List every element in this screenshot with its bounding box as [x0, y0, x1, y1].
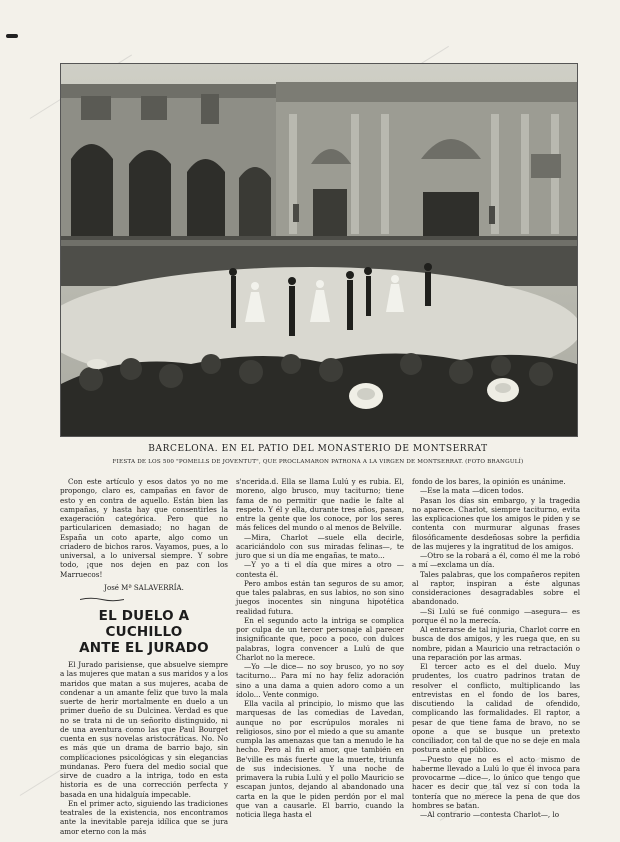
article-paragraph: —Otro se la robará a él, como él me la robó a mí —exclama un día. [412, 551, 580, 570]
article-paragraph: —Al contrario —contesta Charlot—, lo [420, 810, 560, 819]
article-paragraph: fondo de los bares, la opinión es unánime. [412, 477, 566, 486]
photo-illustration [61, 64, 577, 436]
article-paragraph: —Mira, Charlot —suele ella decirle, acariciándolo con sus miradas felinas—, te juro que si un día me engañas, te mato... [236, 532, 404, 560]
article-paragraph: Tales palabras, que los compañeros repiten al raptor, inspiran a éste algunas consideraciones desagradables sobre el abandonado. [412, 569, 580, 607]
article-signature: José Mª SALAVERRÍA. [104, 583, 184, 592]
article-paragraph: —Yo —le dice— no soy brusco, yo no soy taciturno... Para mí no hay feliz adoración sino a una dama a quien adoro como a un ídolo... Vente conmigo. [236, 662, 404, 699]
article-paragraph: El Jurado parisiense, que absuelve siempre a las mujeres que matan a sus maridos y a los maridos que matan a sus mujeres, acaba de condenar a un amante feliz que tuvo la mala suerte de herir mortalmente en duelo a un primer dueño de su Dulcinea. Verdad es que no se trata ni de un señorito distinguido, ni de una aventura como las que Paul Bourget cuenta en sus novelas aristocráticas. No. No es más que un drama de barrio bajo, sin complicaciones psicológicas y sin elegancias mundanas. Pero fuera del medio social que sirve de cuadro a la intriga, todo en esta historia es de una corrección perfecta y basada en una hidalguía impecable. [60, 660, 228, 799]
article-paragraph: Al enterarse de tal injuria, Charlot corre en busca de dos amigos, y les ruega que, en su nombre, pidan a Mauricio una retractación o una reparación por las armas. [412, 625, 580, 662]
article-paragraph: En el primer acto, siguiendo las tradiciones teatrales de la existencia, nos encontramos ante la inevitable pareja idílica que se jura amor eterno con la más [60, 798, 228, 836]
article-paragraph: —Si Lulú se fué conmigo —asegura— es porque él no la merecía. [412, 606, 580, 625]
monastery-courtyard-photo [60, 63, 578, 437]
headline-line-2: ANTE EL JURADO [79, 640, 209, 656]
text-column-3 [412, 477, 580, 819]
article-paragraph: —Y yo a ti el día que mires a otro —contesta él. [236, 560, 404, 579]
article-paragraph: En el segundo acto la intriga se complica por culpa de un tercer personaje al parecer insignificante que, poco a poco, con dulces palabras, logra convencer a Lulú de que Charlot no la merece. [236, 615, 404, 662]
headline-line-1: EL DUELO A CUCHILLO [98, 608, 190, 640]
article-paragraph: Pero ambos están tan seguros de su amor, que tales palabras, en sus labios, no son sino juegos inocentes sin ninguna hipotética realidad futura. [236, 578, 404, 616]
article-paragraph: —Ese la mata —dicen todos. [420, 486, 524, 496]
photo-subcaption: FIESTA DE LOS 500 "POMELLS DE JOVENTUT", QUE PROCLAMARON PATRONA A LA VIRGEN DE MONTSERRAT. (FOTO BRANGULÍ) [112, 459, 524, 465]
article-paragraph: Pasan los días sin embargo, y la tragedia no aparece. Charlot, siempre taciturno, evita las explicaciones que los amigos le piden y se contenta con murmurar algunas frases filosóficamente desdeñosas sobre la perfidia de las mujeres y la ingratitud de los amigos. [412, 495, 580, 551]
text-column-2 [236, 477, 404, 819]
text-column-1 [60, 477, 228, 836]
article-paragraph: —Puesto que no es el acto mismo de haberme llevado a Lulú lo que él invoca para provocarme —dice—, lo único que tengo que hacer es decir que tal vez sí con toda la tontería que no merece la pena de que dos hombres se batan. [412, 754, 580, 810]
article-headline [60, 608, 228, 656]
section-divider-ornament [80, 597, 124, 602]
page-corner-mark [6, 34, 18, 38]
article-paragraph: Con este artículo y esos datos yo no me propongo, claro es, campañas en favor de esto y en contra de aquello. Están bien las campañas, y hasta hay que consentirles la exageración categórica. Pero que no particularicen demasiado; no hagan de España un coto aparte, algo como un criadero de bichos raros. Vayamos, pues, a lo universal, a lo universal siempre. Y sobre todo, ¡que nos dejen en paz con los Marruecos! [60, 477, 228, 579]
article-paragraph: s'ncerida.d. Ella se llama Lulú y es rubia. El, moreno, algo brusco, muy taciturno; tiene fama de no permitir que nadie le falte al respeto. Y él y ella, durante tres años, pasan, entre la gente que los conoce, por los seres más felices del mundo o al menos de Belville. [236, 477, 404, 533]
photo-caption: BARCELONA. EN EL PATIO DEL MONASTERIO DE MONTSERRAT [148, 444, 488, 454]
article-paragraph: Ella vacila al principio, lo mismo que las marquesas de las comedias de Lavedan, aunque no por escrúpulos morales ni religiosos, sino por el miedo a que su amante cumpla las amenazas que tan a menudo le ha hecho. Pero al fin el amor, que también en Be'ville es más fuerte que la muerte, triunfa de sus indecisiones. Y una noche de primavera la rubia Lulú y el pollo Mauricio se escapan juntos, dejando al abandonado una carta en la que le piden perdón por el mal que van a causarle. El barrio, cuando la noticia llega hasta el [236, 699, 404, 819]
article-paragraph: El tercer acto es el del duelo. Muy prudentes, los cuatro padrinos tratan de resolver el conflicto, multiplicando las entrevistas en el fondo de los bares, discutiendo la calidad de ofendido, complicando las formalidades. El raptor, a pesar de que tiene fama de bravo, no se opone a que se busque un pretexto conciliador, con tal de que no se deje en mala postura ante el público. [412, 662, 580, 755]
